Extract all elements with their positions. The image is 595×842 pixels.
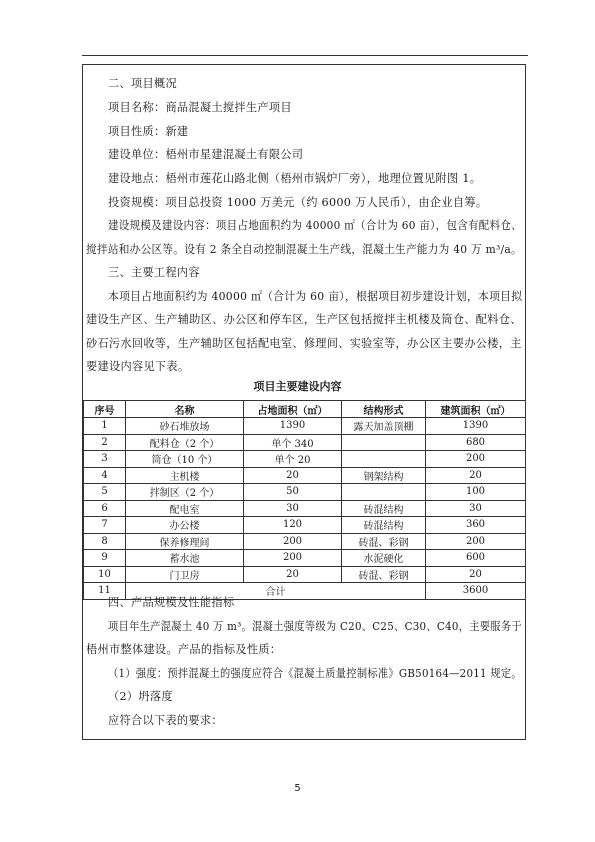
section-3-para-line-2: 建设生产区、生产辅助区、办公区和停车区，生产区包括搅拌主机楼及筒仓、配料仓、 — [86, 313, 522, 326]
table-cell — [342, 434, 426, 451]
table-cell: 1390 — [426, 418, 526, 435]
table-row — [84, 500, 526, 517]
table-row — [84, 467, 526, 484]
table-row — [84, 517, 526, 534]
table-cell: 蓄水池 — [126, 550, 244, 567]
table-cell: 砂石堆放场 — [126, 418, 244, 435]
table-cell: 11 — [84, 583, 126, 600]
header-rule — [82, 55, 528, 56]
table-cell: 门卫房 — [126, 566, 244, 583]
table-cell: 10 — [84, 566, 126, 583]
table-header-cell: 序号 — [84, 401, 126, 418]
table-cell: 砖混结构 — [342, 500, 426, 517]
table-cell: 单个 20 — [244, 451, 342, 468]
scale-line-1: 建设规模及建设内容：项目占地面积约为 40000 ㎡（合计为 60 亩），包含有配料仓、 — [108, 219, 522, 232]
table-header-cell: 结构形式 — [342, 401, 426, 418]
section-2-heading: 二、项目概况 — [108, 77, 177, 90]
table-cell: 600 — [426, 550, 526, 567]
project-name: 项目名称：商品混凝土搅拌生产项目 — [108, 101, 292, 114]
table-cell — [342, 451, 426, 468]
table-cell: 砖混、彩钢 — [342, 566, 426, 583]
construction-unit: 建设单位：梧州市星建混凝土有限公司 — [108, 148, 304, 161]
table-cell: 200 — [244, 550, 342, 567]
table-cell: 120 — [244, 517, 342, 534]
table-row — [84, 451, 526, 468]
table-cell: 360 — [426, 517, 526, 534]
table-cell: 拌制区（2 个） — [126, 484, 244, 501]
table-header-cell: 占地面积（㎡） — [244, 401, 342, 418]
total-value: 3600 — [426, 583, 526, 600]
table-row — [84, 484, 526, 501]
section-4-para-line-2: 梧州市整体建设。产品的指标及性质： — [86, 643, 282, 656]
total-label: 合计 — [126, 583, 426, 600]
table-cell: 8 — [84, 533, 126, 550]
section-3-para-line-3: 砂石污水回收等，生产辅助区包括配电室、修理间、实验室等，办公区主要办公楼，主 — [86, 337, 522, 350]
table-cell: 30 — [426, 500, 526, 517]
table-cell: 5 — [84, 484, 126, 501]
table-header-row — [84, 401, 526, 418]
table-cell: 20 — [426, 467, 526, 484]
table-cell: 办公楼 — [126, 517, 244, 534]
table-row — [84, 533, 526, 550]
table-cell: 680 — [426, 434, 526, 451]
table-cell: 砖混结构 — [342, 517, 426, 534]
section-4-heading: 四、产品规模及性能指标 — [108, 596, 235, 609]
table-cell: 水泥硬化 — [342, 550, 426, 567]
table-row — [84, 566, 526, 583]
table-row — [84, 434, 526, 451]
section-4-para-line-1: 项目年生产混凝土 40 万 m³。混凝土强度等级为 C20、C25、C30、C40，主要服务于 — [108, 620, 522, 633]
page-number: 5 — [294, 783, 301, 794]
table-cell: 钢架结构 — [342, 467, 426, 484]
scale-line-2: 搅拌站和办公区等。设有 2 条全自动控制混凝土生产线，混凝土生产能力为 40 万 m³/a。 — [86, 243, 522, 256]
table-cell: 7 — [84, 517, 126, 534]
construction-location: 建设地点：梧州市莲花山路北侧（梧州市锅炉厂旁），地理位置见附图 1。 — [108, 172, 482, 185]
table-cell: 6 — [84, 500, 126, 517]
investment-scale: 投资规模：项目总投资 1000 万美元（约 6000 万人民币），由企业自筹。 — [108, 196, 488, 209]
table-cell: 20 — [244, 467, 342, 484]
table-cell: 保养修理间 — [126, 533, 244, 550]
table-cell: 30 — [244, 500, 342, 517]
table-cell: 砖混、彩钢 — [342, 533, 426, 550]
requirement-line: 应符合以下表的要求： — [108, 714, 223, 727]
construction-table — [83, 400, 526, 600]
table-header-cell: 建筑面积（㎡） — [426, 401, 526, 418]
table-cell: 50 — [244, 484, 342, 501]
table-cell — [342, 484, 426, 501]
table-cell: 20 — [244, 566, 342, 583]
table-cell: 9 — [84, 550, 126, 567]
table-cell: 1 — [84, 418, 126, 435]
table-cell: 200 — [426, 533, 526, 550]
table-cell: 2 — [84, 434, 126, 451]
strength-item: （1）强度：预拌混凝土的强度应符合《混凝土质量控制标准》GB50164—2011 规定。 — [108, 667, 522, 680]
section-3-heading: 三、主要工程内容 — [108, 266, 200, 279]
section-3-para-line-4: 要建设内容见下表。 — [86, 360, 190, 373]
table-title: 项目主要建设内容 — [253, 380, 342, 393]
project-nature: 项目性质：新建 — [108, 125, 189, 138]
section-3-para-line-1: 本项目占地面积约为 40000 ㎡（合计为 60 亩），根据项目初步建设计划，本项目拟 — [108, 290, 523, 303]
table-cell: 筒仓（10 个） — [126, 451, 244, 468]
table-cell: 200 — [244, 533, 342, 550]
table-row — [84, 550, 526, 567]
table-cell: 20 — [426, 566, 526, 583]
table-cell: 配电室 — [126, 500, 244, 517]
table-cell: 100 — [426, 484, 526, 501]
table-cell: 3 — [84, 451, 126, 468]
table-cell: 1390 — [244, 418, 342, 435]
table-cell: 4 — [84, 467, 126, 484]
table-header-cell: 名称 — [126, 401, 244, 418]
slump-item: （2）坍落度 — [108, 690, 173, 703]
table-cell: 主机楼 — [126, 467, 244, 484]
table-cell: 单个 340 — [244, 434, 342, 451]
table-cell: 配料仓（2 个） — [126, 434, 244, 451]
table-cell: 200 — [426, 451, 526, 468]
table-row — [84, 418, 526, 435]
table-cell: 露天加盖顶棚 — [342, 418, 426, 435]
